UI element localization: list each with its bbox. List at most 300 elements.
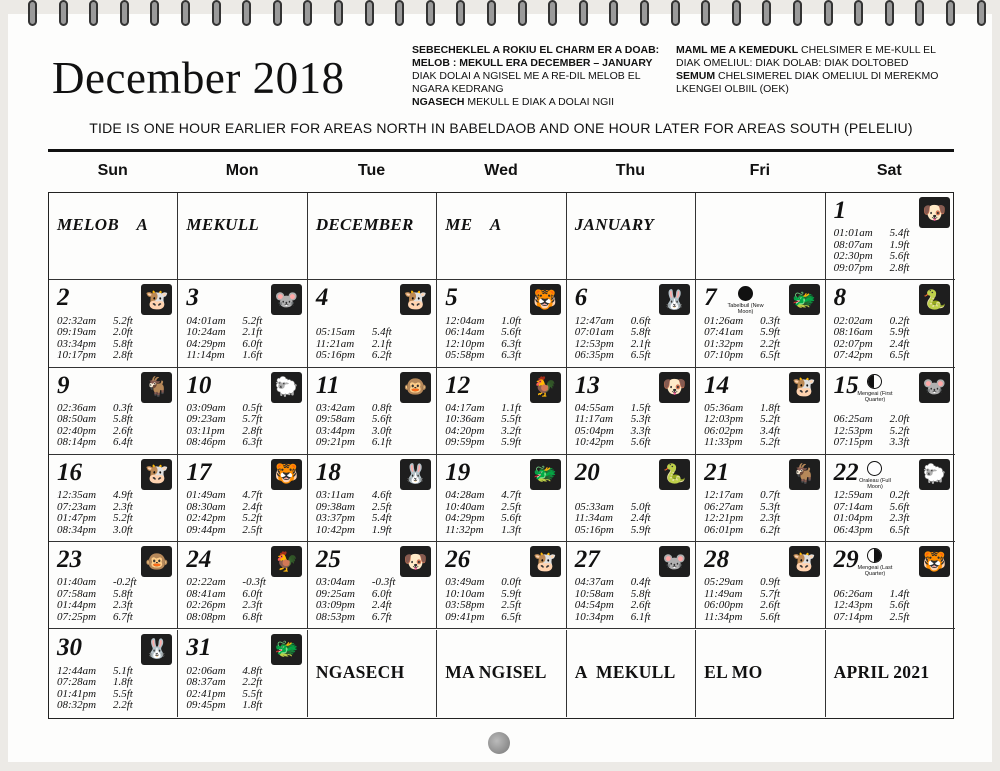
tide-row	[316, 490, 412, 502]
tide-time: 06:27am	[704, 500, 744, 513]
binding-ring	[395, 0, 404, 26]
tide-row	[834, 525, 930, 537]
tide-row	[704, 490, 800, 502]
tide-time: 03:42am	[315, 401, 355, 414]
tide-height: 5.2ft	[113, 512, 133, 525]
day-number: 2	[57, 284, 70, 312]
tide-height: 4.6ft	[371, 489, 392, 502]
tide-time: 06:43pm	[833, 523, 873, 536]
tide-height: 3.4ft	[760, 424, 781, 437]
tide-height: 2.2ft	[113, 699, 133, 712]
tide-row	[186, 513, 282, 525]
tide-row	[834, 437, 930, 449]
day-cell	[178, 630, 307, 717]
tide-time: 10:42pm	[574, 436, 614, 449]
tide-time: 06:26am	[833, 587, 873, 600]
day-cell	[437, 368, 566, 455]
tide-height: 6.0ft	[371, 587, 392, 600]
tide-height: 5.7ft	[760, 587, 781, 600]
monkey-icon: 🐵	[400, 372, 431, 403]
tide-height: 5.4ft	[889, 227, 910, 240]
tide-height: 6.7ft	[371, 610, 392, 623]
binding-ring	[28, 0, 37, 26]
rabbit-icon: 🐰	[141, 634, 172, 665]
tide-time: 11:33pm	[704, 436, 743, 449]
day-cell	[826, 542, 955, 629]
tide-time: 06:14am	[445, 326, 485, 339]
tide-time: 02:02am	[833, 314, 873, 327]
rooster-icon: 🐓	[530, 372, 561, 403]
tide-row	[834, 490, 930, 502]
tide-height: 2.4ft	[371, 599, 392, 612]
tide-time: 05:33am	[574, 500, 614, 513]
cell-label: MEKULL	[186, 215, 260, 234]
tide-row	[57, 327, 153, 339]
tide-height: 5.9ft	[630, 523, 651, 536]
tide-height: 5.6ft	[630, 436, 651, 449]
ox-icon: 🐮	[530, 546, 561, 577]
tide-table	[186, 577, 282, 623]
tide-height: 5.6ft	[889, 500, 910, 513]
day-cell	[49, 368, 178, 455]
tide-height: 6.5ft	[889, 523, 910, 536]
tide-row	[186, 612, 282, 624]
binding-ring	[885, 0, 894, 26]
tide-row	[445, 350, 541, 362]
tide-time: 07:15pm	[833, 436, 873, 449]
day-cell	[696, 542, 825, 629]
tide-row	[57, 700, 153, 712]
tide-row	[186, 350, 282, 362]
tide-table	[316, 327, 412, 362]
tide-height: 2.2ft	[242, 676, 263, 689]
tide-height: 0.8ft	[371, 401, 392, 414]
tide-height: 1.8ft	[242, 699, 263, 712]
tide-height: 2.5ft	[501, 599, 522, 612]
tide-height: 6.2ft	[371, 349, 392, 362]
binding-ring	[212, 0, 221, 26]
tide-time: 12:35am	[57, 489, 97, 502]
label-cell	[178, 193, 307, 280]
note-line: SEMUM CHELSIMEREL DIAK OMELIUL DI MEREKMO LKENGEI OLBIIL (OEK)	[676, 70, 939, 95]
weekday-tue: Tue	[357, 162, 386, 179]
day-number: 22	[833, 458, 859, 486]
day-number: 12	[445, 371, 471, 399]
snake-icon: 🐍	[659, 459, 690, 490]
cell-label: A MEKULL	[574, 661, 676, 682]
tide-time: 01:26am	[704, 314, 744, 327]
binding-ring	[120, 0, 129, 26]
tide-height: 2.8ft	[113, 349, 133, 362]
tide-height: 2.4ft	[889, 337, 910, 350]
day-cell	[437, 542, 566, 629]
tide-time: 02:41pm	[186, 687, 226, 700]
binding-ring	[946, 0, 955, 26]
tide-row	[704, 437, 800, 449]
dog-icon: 🐶	[659, 372, 690, 403]
tide-height: 5.2ft	[760, 436, 781, 449]
tide-height: 6.0ft	[242, 337, 263, 350]
tiger-icon: 🐯	[271, 459, 302, 490]
tide-time: 03:09am	[186, 401, 226, 414]
moon-phase-label: Mengeai (First Quarter)	[857, 390, 893, 403]
notes-left	[412, 44, 662, 109]
tide-time: 08:46pm	[186, 436, 226, 449]
tide-row	[445, 612, 541, 624]
rabbit-icon: 🐰	[659, 284, 690, 315]
tide-height: 2.4ft	[242, 500, 263, 513]
day-number: 29	[833, 546, 859, 574]
rabbit-icon: 🐰	[400, 459, 431, 490]
label-cell	[437, 630, 566, 717]
tide-height: 0.3ft	[760, 314, 781, 327]
tide-row	[834, 327, 930, 339]
tide-height: 5.2ft	[113, 314, 133, 327]
tide-height: 2.6ft	[113, 424, 133, 437]
ox-icon: 🐮	[789, 372, 820, 403]
tide-height: 5.6ft	[501, 512, 522, 525]
tide-row	[704, 525, 800, 537]
ox-icon: 🐮	[400, 284, 431, 315]
day-cell	[178, 368, 307, 455]
tide-row	[575, 513, 671, 525]
binding-ring	[303, 0, 312, 26]
tide-time: 06:00pm	[704, 599, 744, 612]
tide-time: 08:50am	[57, 413, 97, 426]
day-cell	[826, 368, 955, 455]
tide-height: 0.5ft	[242, 401, 263, 414]
tide-table	[186, 666, 282, 712]
tide-row	[316, 327, 412, 339]
tide-time: 12:59am	[833, 489, 873, 502]
tide-height: 2.4ft	[630, 512, 651, 525]
tide-height: 4.8ft	[242, 664, 263, 677]
tide-height: 5.6ft	[501, 326, 522, 339]
tide-height: 2.6ft	[760, 599, 781, 612]
day-number: 7	[704, 284, 717, 312]
tide-time: 09:25am	[315, 587, 355, 600]
tide-row	[445, 490, 541, 502]
tide-time: 08:53pm	[315, 610, 355, 623]
tide-time: 05:36am	[704, 401, 744, 414]
binding-ring	[793, 0, 802, 26]
tide-time: 09:19am	[57, 326, 97, 339]
ox-icon: 🐮	[141, 284, 172, 315]
tide-height: 2.3ft	[113, 599, 133, 612]
tide-height: 2.5ft	[371, 500, 392, 513]
dog-icon: 🐶	[919, 197, 950, 228]
tide-time: 04:29pm	[186, 337, 226, 350]
calendar-grid	[48, 192, 954, 719]
tide-time: 02:36am	[57, 401, 97, 414]
tide-row	[575, 525, 671, 537]
tide-height: -0.3ft	[242, 576, 266, 589]
tide-row	[704, 327, 800, 339]
tide-height: 5.9ft	[501, 587, 522, 600]
tide-row	[445, 525, 541, 537]
tide-time: 10:42pm	[315, 523, 355, 536]
day-number: 24	[186, 546, 212, 574]
sheep-icon: 🐑	[271, 372, 302, 403]
tide-height: 6.8ft	[242, 610, 263, 623]
binding-ring	[150, 0, 159, 26]
tide-height: 4.7ft	[501, 489, 522, 502]
tide-time: 05:58pm	[445, 349, 485, 362]
tide-row	[186, 700, 282, 712]
binding-ring	[334, 0, 343, 26]
tide-time: 12:03pm	[704, 413, 744, 426]
tide-time: 12:43pm	[833, 599, 873, 612]
tide-height: 1.3ft	[501, 523, 522, 536]
ox-icon: 🐮	[789, 546, 820, 577]
sheep-icon: 🐑	[919, 459, 950, 490]
monkey-icon: 🐵	[141, 546, 172, 577]
tide-time: 05:29am	[704, 576, 744, 589]
tide-note: TIDE IS ONE HOUR EARLIER FOR AREAS NORTH IN BABELDAOB AND ONE HOUR LATER FOR AREAS SOUTH (PELELIU)	[89, 120, 913, 136]
binding-ring	[426, 0, 435, 26]
tide-height: 1.9ft	[371, 523, 392, 536]
weekday-sat: Sat	[876, 162, 902, 179]
rat-icon: 🐭	[659, 546, 690, 577]
tide-height: 2.8ft	[242, 424, 263, 437]
day-number: 11	[315, 371, 340, 399]
day-cell	[308, 368, 437, 455]
tide-time: 01:49am	[186, 489, 226, 502]
label-cell	[308, 630, 437, 717]
ox-icon: 🐮	[141, 459, 172, 490]
binding-ring	[518, 0, 527, 26]
tide-height: 5.2ft	[242, 512, 263, 525]
tide-time: 10:24am	[186, 326, 226, 339]
tide-table	[186, 490, 282, 536]
binding-ring	[732, 0, 741, 26]
tide-height: 6.5ft	[760, 349, 781, 362]
tide-time: 12:47am	[574, 314, 614, 327]
tide-height: 5.3ft	[630, 413, 651, 426]
tide-time: 06:35pm	[574, 349, 614, 362]
tide-height: 3.0ft	[113, 523, 133, 536]
label-cell	[308, 193, 437, 280]
day-cell	[567, 368, 696, 455]
tide-time: 08:30am	[186, 500, 226, 513]
tide-height: 3.2ft	[501, 424, 522, 437]
day-cell	[308, 280, 437, 367]
binding-ring	[701, 0, 710, 26]
tide-table	[57, 577, 153, 623]
tide-table	[834, 589, 930, 624]
tide-height: 6.1ft	[371, 436, 392, 449]
tide-time: 09:59pm	[445, 436, 485, 449]
tide-table	[186, 403, 282, 449]
day-number: 30	[57, 633, 82, 661]
tide-time: 12:04am	[445, 314, 485, 327]
cell-label: DECEMBER	[315, 215, 414, 234]
binding-ring	[977, 0, 986, 26]
tide-height: 0.7ft	[760, 489, 781, 502]
tide-table	[704, 403, 800, 449]
tide-time: 03:44pm	[315, 424, 355, 437]
tide-time: 03:04am	[315, 576, 355, 589]
label-cell	[567, 630, 696, 717]
day-number: 1	[833, 197, 847, 224]
tide-time: 12:44am	[57, 664, 97, 677]
tide-time: 07:14am	[833, 500, 873, 513]
note-line: MAML ME A KEMEDUKL CHELSIMER E ME-KULL EL DIAK OMELIUL: DIAK DOLAB: DIAK DOLTOBED	[676, 44, 936, 69]
day-number: 20	[574, 458, 600, 486]
day-number: 23	[57, 546, 82, 574]
tide-height: 1.4ft	[889, 587, 910, 600]
weekday-mon: Mon	[225, 162, 259, 179]
tiger-icon: 🐯	[530, 284, 561, 315]
dog-icon: 🐶	[400, 546, 431, 577]
binding-ring	[854, 0, 863, 26]
tide-height: 5.8ft	[630, 587, 651, 600]
tide-height: 5.9ft	[501, 436, 522, 449]
tide-height: 0.2ft	[889, 314, 910, 327]
day-cell	[826, 193, 955, 280]
tide-height: 4.9ft	[113, 489, 133, 502]
divider	[48, 149, 954, 152]
day-cell	[49, 630, 178, 717]
tide-table	[704, 316, 800, 362]
moon-phase-label: Tabelbuil (New Moon)	[727, 303, 764, 316]
tide-height: -0.3ft	[371, 576, 396, 589]
tide-time: 09:41pm	[445, 610, 485, 623]
tide-time: 01:41pm	[57, 687, 97, 700]
tide-row	[316, 612, 412, 624]
day-cell	[178, 455, 307, 542]
day-number: 6	[574, 284, 588, 312]
tide-height: 0.4ft	[630, 576, 651, 589]
dragon-icon: 🐲	[789, 284, 820, 315]
tide-table	[575, 502, 671, 537]
tide-height: 2.2ft	[760, 337, 781, 350]
day-cell	[826, 280, 955, 367]
moon-phase-label: Oraleau (Full Moon)	[859, 477, 891, 490]
binding-ring	[242, 0, 251, 26]
tide-time: 08:07am	[833, 238, 873, 251]
tide-height: 5.9ft	[760, 326, 781, 339]
tide-row	[445, 327, 541, 339]
note-line: MELOB : MEKULL ERA DECEMBER – JANUARY DIAK DOLAI A NGISEL ME A RE-DIL MELOB EL NGARA KEDRANG	[412, 57, 653, 95]
tide-time: 01:04pm	[833, 512, 873, 525]
tide-time: 02:26pm	[186, 599, 226, 612]
tide-row	[57, 490, 153, 502]
page-title: December 2018	[52, 53, 345, 103]
tide-time: 10:34pm	[574, 610, 614, 623]
binding-ring	[548, 0, 557, 26]
tide-height: 6.5ft	[630, 349, 651, 362]
rooster-icon: 🐓	[271, 546, 302, 577]
moon-phase-icon	[867, 461, 882, 476]
day-cell	[178, 280, 307, 367]
tide-height: 1.1ft	[501, 401, 522, 414]
tide-time: 12:17am	[704, 489, 744, 502]
tide-row	[316, 513, 412, 525]
tide-row	[57, 350, 153, 362]
day-cell	[178, 542, 307, 629]
binding-ring	[89, 0, 98, 26]
tide-height: 6.3ft	[501, 337, 522, 350]
tide-time: 11:14pm	[186, 349, 225, 362]
tide-time: 10:17pm	[57, 349, 97, 362]
tide-row	[834, 513, 930, 525]
tide-time: 04:01am	[186, 314, 226, 327]
tide-time: 07:28am	[57, 676, 97, 689]
day-number: 3	[186, 284, 199, 312]
day-cell	[567, 280, 696, 367]
tide-time: 03:37pm	[315, 512, 355, 525]
tide-row	[186, 490, 282, 502]
tide-height: 5.6ft	[371, 413, 392, 426]
tide-row	[316, 350, 412, 362]
label-cell	[437, 193, 566, 280]
tide-table	[445, 316, 541, 362]
tide-time: 02:06am	[186, 664, 226, 677]
tide-time: 12:10pm	[445, 337, 485, 350]
tide-height: 5.8ft	[113, 337, 133, 350]
binding-ring	[824, 0, 833, 26]
tide-height: 5.9ft	[889, 326, 910, 339]
binding-ring	[640, 0, 649, 26]
tide-height: 5.6ft	[889, 250, 910, 263]
day-number: 4	[315, 284, 329, 312]
binding-ring	[365, 0, 374, 26]
moon-phase-label: Mengeai (Last Quarter)	[857, 565, 893, 578]
tide-table	[834, 228, 930, 274]
day-cell	[696, 368, 825, 455]
tide-table	[575, 577, 671, 623]
tide-time: 05:04pm	[574, 424, 614, 437]
tide-table	[575, 316, 671, 362]
tide-height: 6.5ft	[889, 349, 910, 362]
tide-table	[445, 403, 541, 449]
tide-time: 11:32pm	[445, 523, 484, 536]
tide-time: 04:28am	[445, 489, 485, 502]
tide-height: 2.5ft	[242, 523, 263, 536]
tide-height: 2.6ft	[630, 599, 651, 612]
label-cell	[696, 193, 825, 280]
day-number: 9	[57, 371, 70, 399]
tide-height: 2.3ft	[113, 500, 133, 513]
tide-height: 5.7ft	[242, 413, 263, 426]
tide-time: 05:15am	[315, 326, 355, 339]
tide-time: 01:32pm	[704, 337, 744, 350]
tide-row	[186, 327, 282, 339]
tide-time: 11:34pm	[704, 610, 743, 623]
moon-phase-icon	[867, 548, 882, 563]
day-number: 18	[315, 458, 341, 486]
day-number: 19	[445, 458, 471, 486]
day-number: 15	[833, 371, 859, 399]
goat-icon: 🐐	[789, 459, 820, 490]
tide-height: 0.2ft	[889, 489, 910, 502]
day-number: 26	[445, 546, 471, 574]
tide-time: 08:14pm	[57, 436, 97, 449]
tide-table	[316, 403, 412, 449]
tide-time: 03:49am	[445, 576, 485, 589]
tide-time: 10:10am	[445, 587, 485, 600]
day-number: 10	[186, 371, 212, 399]
tide-row	[834, 263, 930, 275]
day-cell	[826, 455, 955, 542]
tide-height: 2.1ft	[371, 337, 392, 350]
binding-ring	[915, 0, 924, 26]
tide-time: 04:54pm	[574, 599, 614, 612]
tide-height: 2.5ft	[501, 500, 522, 513]
tide-time: 07:25pm	[57, 610, 97, 623]
tide-height: 5.4ft	[371, 326, 392, 339]
